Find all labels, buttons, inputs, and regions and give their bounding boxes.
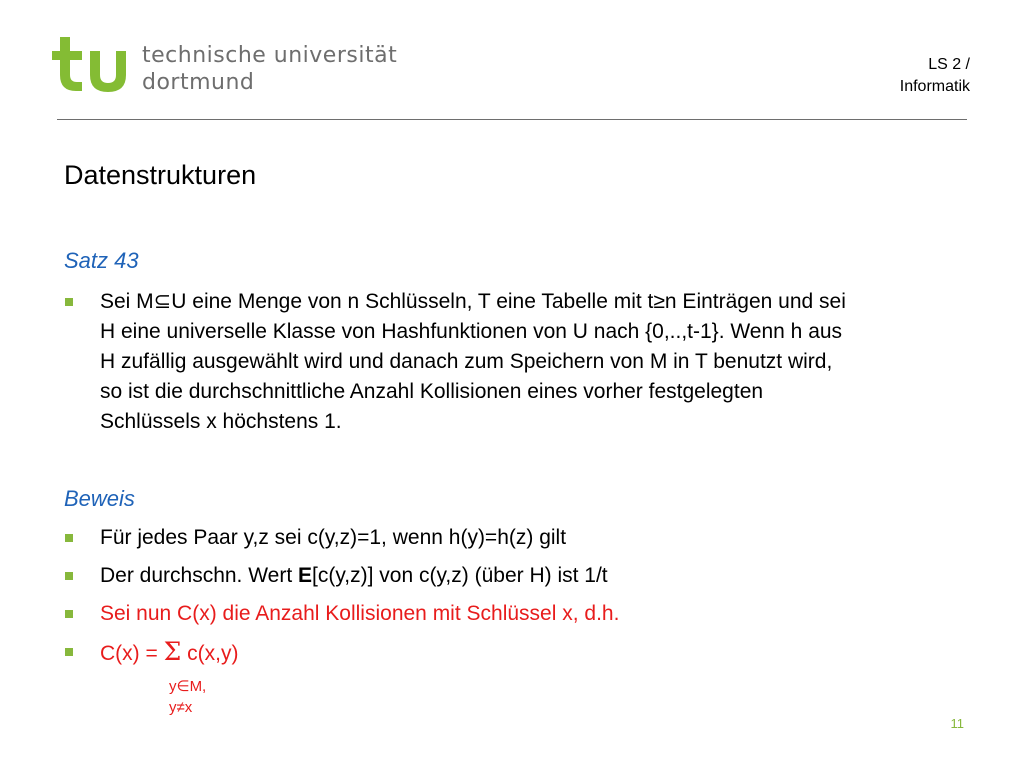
theorem-line-1: Sei M⊆U eine Menge von n Schlüsseln, T eine Tabelle mit t≥n Einträgen und sei xyxy=(100,290,846,313)
university-name xyxy=(142,42,397,96)
university-name-line1: technische universität xyxy=(142,43,398,68)
list-item xyxy=(64,561,619,591)
chair-label-line1: LS 2 / xyxy=(928,56,970,73)
slide-title: Datenstrukturen xyxy=(64,160,257,190)
bullet-square-icon xyxy=(65,648,73,656)
proof-bullet-1: Für jedes Paar y,z sei c(y,z)=1, wenn h(y)=h(z) gilt xyxy=(100,526,567,549)
proof-bullet-list xyxy=(64,523,619,669)
theorem-heading: Satz 43 xyxy=(64,248,139,273)
chair-label-line2: Informatik xyxy=(899,78,970,95)
sum-symbol: Σ xyxy=(163,637,182,666)
university-name-line2: dortmund xyxy=(142,70,255,95)
proof-bullet-3: Sei nun C(x) die Anzahl Kollisionen mit Schlüssel x, d.h. xyxy=(100,602,620,625)
bullet-square-icon xyxy=(65,534,73,542)
theorem-bullet-list xyxy=(64,287,846,437)
list-item xyxy=(64,523,619,553)
list-item xyxy=(64,599,619,629)
chair-label xyxy=(900,54,970,98)
sum-index-line-1: y∈M, xyxy=(169,678,207,695)
proof-bullet-2-start: Der durchschn. Wert xyxy=(100,564,299,587)
tu-logo-icon xyxy=(50,35,130,93)
list-item xyxy=(64,287,846,437)
theorem-line-4: so ist die durchschnittliche Anzahl Kollisionen eines vorher festgelegten xyxy=(100,380,764,403)
page-number: 11 xyxy=(950,716,964,731)
proof-heading: Beweis xyxy=(64,486,135,511)
bullet-square-icon xyxy=(65,572,73,580)
proof-bullet-2-end: [c(y,z)] von c(y,z) (über H) ist 1/t xyxy=(312,564,608,587)
bullet-square-icon xyxy=(65,610,73,618)
header-divider xyxy=(57,119,967,120)
theorem-line-5: Schlüssels x höchstens 1. xyxy=(100,410,342,433)
bullet-square-icon xyxy=(65,298,73,306)
expectation-symbol: E xyxy=(298,564,313,587)
theorem-line-2: H eine universelle Klasse von Hashfunktionen von U nach {0,..,t-1}. Wenn h aus xyxy=(100,320,843,343)
formula-lhs: C(x) = xyxy=(100,642,164,665)
theorem-line-3: H zufällig ausgewählt wird und danach zum Speichern von M in T benutzt wird, xyxy=(100,350,833,373)
sum-index-line-2: y≠x xyxy=(169,699,193,716)
formula-rhs: c(x,y) xyxy=(181,642,239,665)
list-item xyxy=(64,637,619,669)
